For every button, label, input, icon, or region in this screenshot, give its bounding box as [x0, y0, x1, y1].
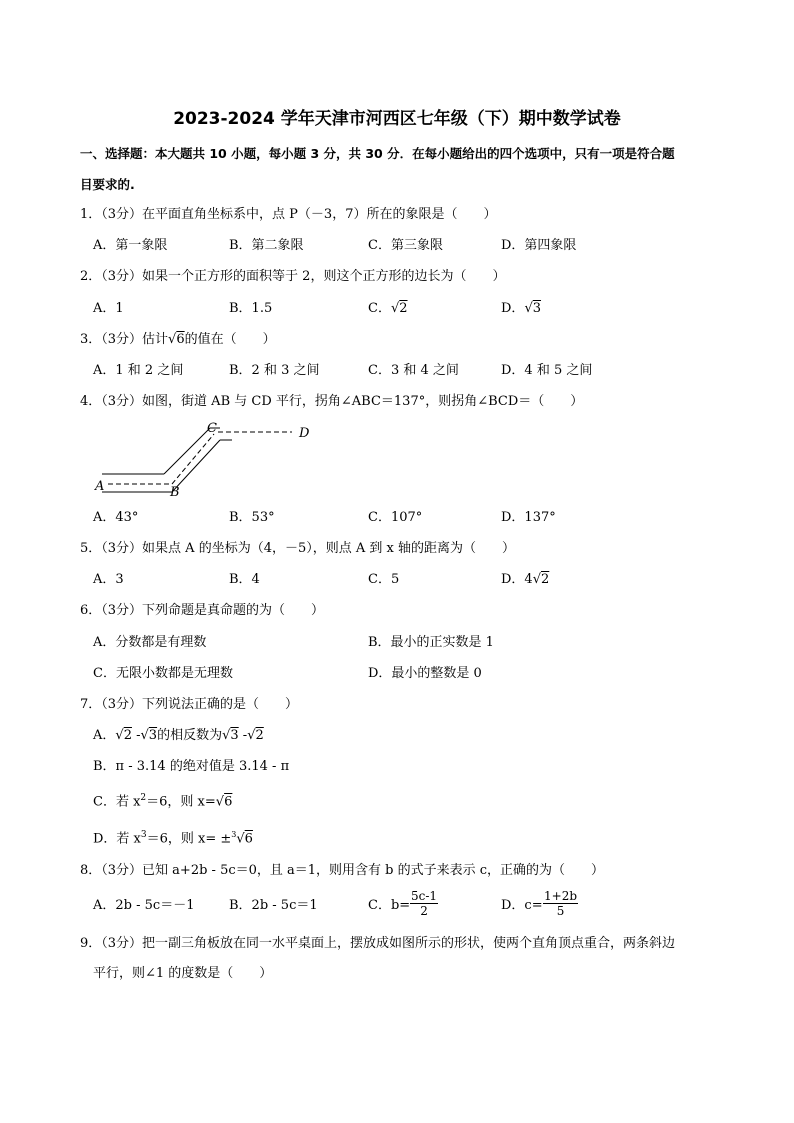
q8-option-a: A．2b - 5c＝－1 — [93, 898, 195, 913]
figure-label-c: C — [207, 421, 217, 436]
question-2-stem: 2．（3分）如果一个正方形的面积等于 2，则这个正方形的边长为（ ） — [80, 269, 506, 284]
q3-option-c: C．3 和 4 之间 — [368, 363, 459, 378]
question-8-stem: 8．（3分）已知 a+2b - 5c＝0，且 a＝1，则用含有 b 的式子来表示 c，正确的为（ ） — [80, 863, 605, 878]
q8-option-c-prefix: C．b= — [368, 898, 411, 913]
q5-option-a: A．3 — [93, 572, 124, 587]
q6-option-c: C．无限小数都是无理数 — [93, 666, 233, 681]
question-5-stem: 5．（3分）如果点 A 的坐标为（4，－5），则点 A 到 x 轴的距离为（ ） — [80, 541, 515, 556]
q1-option-d: D．第四象限 — [501, 238, 577, 253]
q3-option-d: D．4 和 5 之间 — [501, 363, 593, 378]
q2-option-b: B．1.5 — [229, 301, 273, 316]
q6-option-a: A．分数都是有理数 — [93, 635, 207, 650]
figure-label-a: A — [95, 479, 105, 494]
question-6-stem: 6．（3分）下列命题是真命题的为（ ） — [80, 603, 325, 618]
q7-option-b: B．π - 3.14 的绝对值是 3.14 - π — [93, 759, 290, 774]
question-4-stem: 4．（3分）如图，街道 AB 与 CD 平行，拐角∠ABC＝137°，则拐角∠BCD＝（ ） — [80, 394, 584, 409]
figure-label-b: B — [170, 485, 180, 500]
q8-option-b: B．2b - 5c＝1 — [229, 898, 318, 913]
q1-option-b: B．第二象限 — [229, 238, 304, 253]
q5-option-b: B．4 — [229, 572, 260, 587]
question-1-stem: 1．（3分）在平面直角坐标系中，点 P（－3，7）所在的象限是（ ） — [80, 207, 497, 222]
q5-option-d: D．4√2 — [501, 572, 550, 587]
section-heading-line2: 目要求的. — [80, 177, 135, 192]
q4-option-c: C．107° — [368, 510, 423, 525]
page-title: 2023-2024 学年天津市河西区七年级（下）期中数学试卷 — [173, 109, 621, 129]
figure-label-d: D — [299, 426, 310, 441]
q4-option-a: A．43° — [93, 510, 139, 525]
q2-option-c: C．√2 — [368, 301, 408, 316]
q6-option-b: B．最小的正实数是 1 — [368, 635, 494, 650]
question-7-stem: 7．（3分）下列说法正确的是（ ） — [80, 697, 299, 712]
question-3-stem: 3．（3分）估计√6的值在（ ） — [80, 332, 276, 347]
q2-option-a: A．1 — [93, 301, 124, 316]
q1-option-a: A．第一象限 — [93, 238, 168, 253]
question-9-stem-line2: 平行，则∠1 的度数是（ ） — [93, 966, 273, 981]
q4-option-b: B．53° — [229, 510, 275, 525]
q3-option-a: A．1 和 2 之间 — [93, 363, 184, 378]
q5-option-c: C．5 — [368, 572, 400, 587]
q3-option-b: B．2 和 3 之间 — [229, 363, 320, 378]
q1-option-c: C．第三象限 — [368, 238, 443, 253]
q8-option-c-fraction: $\frac{5c-1}{2}$ — [411, 889, 438, 918]
question-9-stem-line1: 9．（3分）把一副三角板放在同一水平桌面上，摆放成如图所示的形状，使两个直角顶点重合，两条斜边 — [80, 936, 676, 951]
q7-option-d: D．若 $x^3=6$，则 x= ±$^3$√6 — [93, 830, 253, 847]
q7-option-c: C．若 $x^2=6$，则 x=√6 — [93, 793, 233, 810]
q8-option-d-prefix: D．c= — [501, 898, 543, 913]
q2-option-d: D．√3 — [501, 301, 542, 316]
q4-option-d: D．137° — [501, 510, 556, 525]
q6-option-d: D．最小的整数是 0 — [368, 666, 482, 681]
q8-option-d-fraction: $\frac{1+2b}{5}$ — [544, 889, 578, 918]
q7-option-a: A．√2 -√3的相反数为√3 -√2 — [93, 728, 264, 743]
section-heading-line1: 一、选择题：本大题共 10 小题，每小题 3 分，共 30 分．在每小题给出的四个选项中，只有一项是符合题 — [80, 146, 675, 161]
street-figure — [92, 418, 322, 500]
